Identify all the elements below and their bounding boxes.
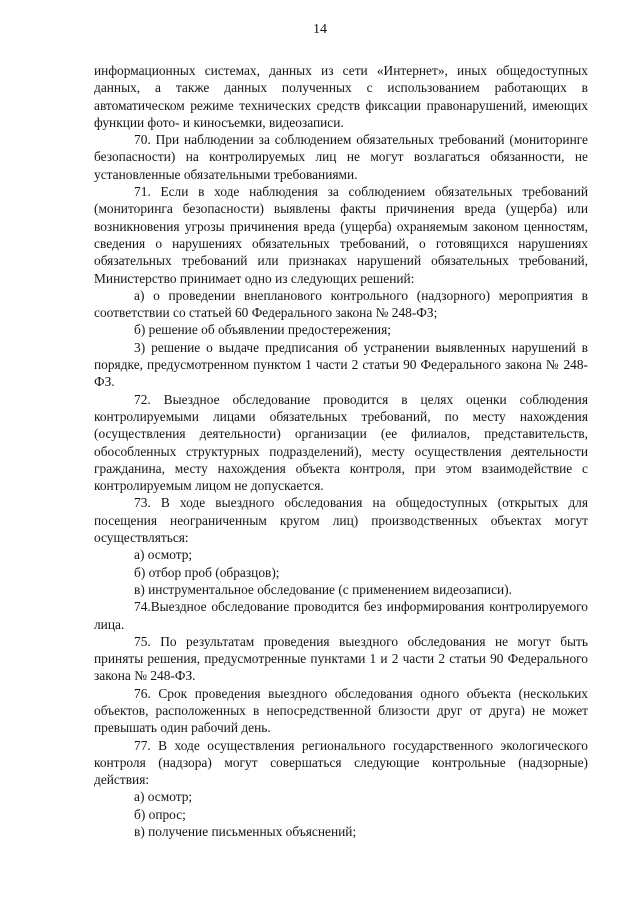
list-item-73c: в) инструментальное обследование (с применением видеозаписи). [134, 581, 512, 597]
paragraph-continuation: информационных системах, данных из сети «Интернет», иных общедоступных данных, а также данных полученных с использованием работающих в автоматическом режиме технических средств фиксации правонарушений, имеющих функции фото- и киносъемки, видеозаписи. [94, 63, 588, 130]
document-body [94, 62, 588, 840]
list-item-77a: а) осмотр; [134, 789, 193, 805]
list-item-71c: 3) решение о выдаче предписания об устранении выявленных нарушений в порядке, предусмотренном пунктом 1 части 2 статьи 90 Федерального закона № 248-ФЗ. [94, 339, 588, 390]
paragraph-75: 75. По результатам проведения выездного обследования не могут быть приняты решения, предусмотренные пунктами 1 и 2 части 2 статьи 90 Федерального закона № 248-ФЗ. [94, 633, 588, 684]
paragraph-76: 76. Срок проведения выездного обследования одного объекта (нескольких объектов, расположенных в непосредственной близости друг от друга) не может превышать один рабочий день. [94, 685, 588, 736]
paragraph-71: 71. Если в ходе наблюдения за соблюдением обязательных требований (мониторинга безопасности) выявлены факты причинения вреда (ущерба) или возникновения угрозы причинения вреда (ущерба) охраняемым законом ценностям, сведения о нарушениях обязательных требований, о готовящихся нарушениях обязательных требований или признаках нарушений обязательных требований, Министерство принимает одно из следующих решений: [94, 184, 588, 286]
page-number: 14 [313, 22, 327, 37]
list-item-73a: а) осмотр; [134, 547, 193, 563]
paragraph-72: 72. Выездное обследование проводится в целях оценки соблюдения контролируемыми лицами обязательных требований, по месту нахождения (осуществления деятельности) организации (ее филиалов, представительств, обособленных структурных подразделений), месту осуществления деятельности гражданина, месту нахождения объекта контроля, при этом взаимодействие с контролируемым лицом не допускается. [94, 391, 588, 494]
list-item-77b: б) опрос; [134, 806, 186, 822]
paragraph-74: 74.Выездное обследование проводится без информирования контролируемого лица. [94, 599, 588, 632]
list-item-77c: в) получение письменных объяснений; [134, 824, 357, 840]
paragraph-73: 73. В ходе выездного обследования на общедоступных (открытых для посещения неограниченным кругом лиц) производственных объектах могут осуществляться: [94, 495, 588, 546]
paragraph-77: 77. В ходе осуществления регионального государственного экологического контроля (надзора) могут совершаться следующие контрольные (надзорные) действия: [94, 737, 588, 788]
list-item-71b: б) решение об объявлении предостережения; [134, 322, 391, 338]
list-item-71a: а) о проведении внепланового контрольного (надзорного) мероприятия в соответствии со статьей 60 Федерального закона № 248-ФЗ; [94, 287, 588, 321]
paragraph-70: 70. При наблюдении за соблюдением обязательных требований (мониторинге безопасности) на контролируемых лиц не могут возлагаться обязанности, не установленные обязательными требованиями. [94, 132, 588, 182]
list-item-73b: б) отбор проб (образцов); [134, 564, 280, 580]
